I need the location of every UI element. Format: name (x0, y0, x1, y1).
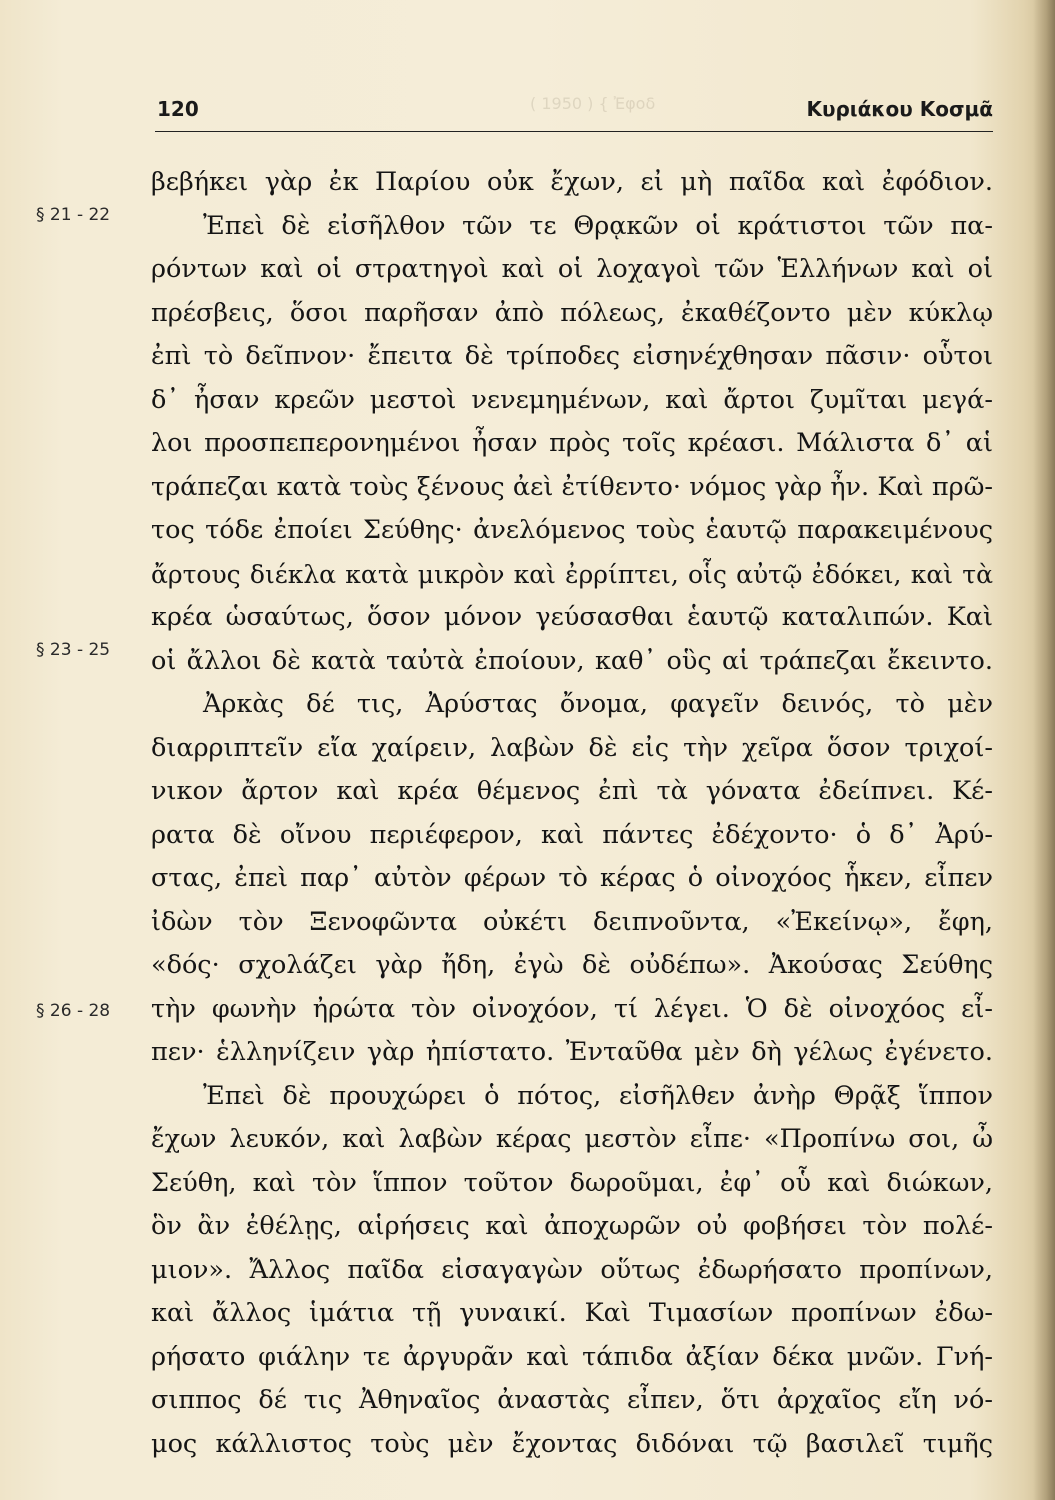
page-header (155, 97, 993, 127)
text-line: πρέσβεις, ὅσοι παρῆσαν ἀπὸ πόλεως, ἐκαθέζοντο μὲν κύκλῳ (151, 297, 993, 328)
text-line: ὃν ἂν ἐθέλῃς, αἱρήσεις καὶ ἀποχωρῶν οὐ φοβήσει τὸν πολέ- (151, 1211, 993, 1241)
bleed-through-mark: ( 1950 ) { Ἐφοδ (530, 94, 656, 113)
text-line: νικον ἄρτον καὶ κρέα θέμενος ἐπὶ τὰ γόνατα ἐδείπνει. Κέ- (151, 776, 993, 806)
header-rule (155, 131, 993, 132)
text-line: μος κάλλιστος τοὺς μὲν ἔχοντας διδόναι τῷ βασιλεῖ τιμῆς (151, 1428, 993, 1459)
text-line: οἱ ἄλλοι δὲ κατὰ ταὐτὰ ἐποίουν, καθ᾽ οὓς αἱ τράπεζαι ἔκειντο. (151, 645, 993, 676)
text-line: πεν· ἑλληνίζειν γὰρ ἠπίστατο. Ἐνταῦθα μὲν δὴ γέλως ἐγένετο. (151, 1037, 993, 1067)
text-line: βεβήκει γὰρ ἐκ Παρίου οὐκ ἔχων, εἰ μὴ παῖδα καὶ ἐφόδιον. (151, 167, 993, 197)
text-line: στας, ἐπεὶ παρ᾽ αὐτὸν φέρων τὸ κέρας ὁ οἰνοχόος ἧκεν, εἶπεν (151, 863, 993, 893)
text-line: «δός· σχολάζει γὰρ ἤδη, ἐγὼ δὲ οὐδέπω». Ἀκούσας Σεύθης (151, 950, 993, 980)
text-line: τος τόδε ἐποίει Σεύθης· ἀνελόμενος τοὺς ἑαυτῷ παρακειμένους (151, 515, 993, 545)
text-line: τράπεζαι κατὰ τοὺς ξένους ἀεὶ ἐτίθεντο· νόμος γὰρ ἦν. Καὶ πρῶ- (151, 471, 993, 502)
text-line: ρήσατο φιάλην τε ἀργυρᾶν καὶ τάπιδα ἀξίαν δέκα μνῶν. Γνή- (151, 1341, 993, 1372)
text-line: κρέα ὡσαύτως, ὅσον μόνον γεύσασθαι ἑαυτῷ καταλιπών. Καὶ (151, 602, 993, 632)
paragraph-start-line: Ἐπεὶ δὲ προυχώρει ὁ πότος, εἰσῆλθεν ἀνὴρ Θρᾷξ ἵππον (203, 1080, 993, 1111)
margin-reference-23-25: § 23 - 25 (36, 640, 111, 660)
page-number: 120 (157, 97, 199, 121)
running-title: Κυριάκου Κοσμᾶ (806, 97, 993, 121)
body-text (151, 161, 993, 1466)
text-line: λοι προσπεπερονημένοι ἦσαν πρὸς τοῖς κρέασι. Μάλιστα δ᾽ αἱ (151, 428, 993, 458)
text-line: ἔχων λευκόν, καὶ λαβὼν κέρας μεστὸν εἶπε· «Προπίνω σοι, ὦ (151, 1124, 993, 1154)
paragraph-start-line: Ἀρκὰς δέ τις, Ἀρύστας ὄνομα, φαγεῖν δεινός, τὸ μὲν (203, 689, 993, 719)
margin-reference-21-22: § 21 - 22 (36, 205, 111, 225)
text-line: ἐπὶ τὸ δεῖπνον· ἔπειτα δὲ τρίποδες εἰσηνέχθησαν πᾶσιν· οὗτοι (151, 341, 993, 371)
text-line: δ᾽ ἦσαν κρεῶν μεστοὶ νενεμημένων, καὶ ἄρτοι ζυμῖται μεγά- (151, 384, 993, 415)
binding-shadow (1033, 0, 1055, 1500)
text-line: ἄρτους διέκλα κατὰ μικρὸν καὶ ἐρρίπτει, οἷς αὐτῷ ἐδόκει, καὶ τὰ (151, 559, 993, 589)
text-line: ρατα δὲ οἴνου περιέφερον, καὶ πάντες ἐδέχοντο· ὁ δ᾽ Ἀρύ- (151, 819, 993, 850)
text-line: διαρριπτεῖν εἴα χαίρειν, λαβὼν δὲ εἰς τὴν χεῖρα ὅσον τριχοί- (151, 732, 993, 763)
text-line: καὶ ἄλλος ἱμάτια τῇ γυναικί. Καὶ Τιμασίων προπίνων ἐδω- (151, 1298, 993, 1328)
text-line: Σεύθη, καὶ τὸν ἵππον τοῦτον δωροῦμαι, ἐφ᾽ οὗ καὶ διώκων, (151, 1167, 993, 1198)
text-line: σιππος δέ τις Ἀθηναῖος ἀναστὰς εἶπεν, ὅτι ἀρχαῖος εἴη νό- (151, 1385, 993, 1415)
paragraph-start-line: Ἐπεὶ δὲ εἰσῆλθον τῶν τε Θρᾳκῶν οἱ κράτιστοι τῶν πα- (203, 210, 993, 241)
margin-reference-26-28: § 26 - 28 (36, 1001, 111, 1021)
text-line: μιον». Ἄλλος παῖδα εἰσαγαγὼν οὕτως ἐδωρήσατο προπίνων, (151, 1254, 993, 1285)
text-line: ρόντων καὶ οἱ στρατηγοὶ καὶ οἱ λοχαγοὶ τῶν Ἑλλήνων καὶ οἱ (151, 254, 993, 284)
text-line: ἰδὼν τὸν Ξενοφῶντα οὐκέτι δειπνοῦντα, «Ἐκείνῳ», ἔφη, (151, 906, 993, 937)
text-line: τὴν φωνὴν ἠρώτα τὸν οἰνοχόον, τί λέγει. Ὁ δὲ οἰνοχόος εἶ- (151, 993, 993, 1024)
